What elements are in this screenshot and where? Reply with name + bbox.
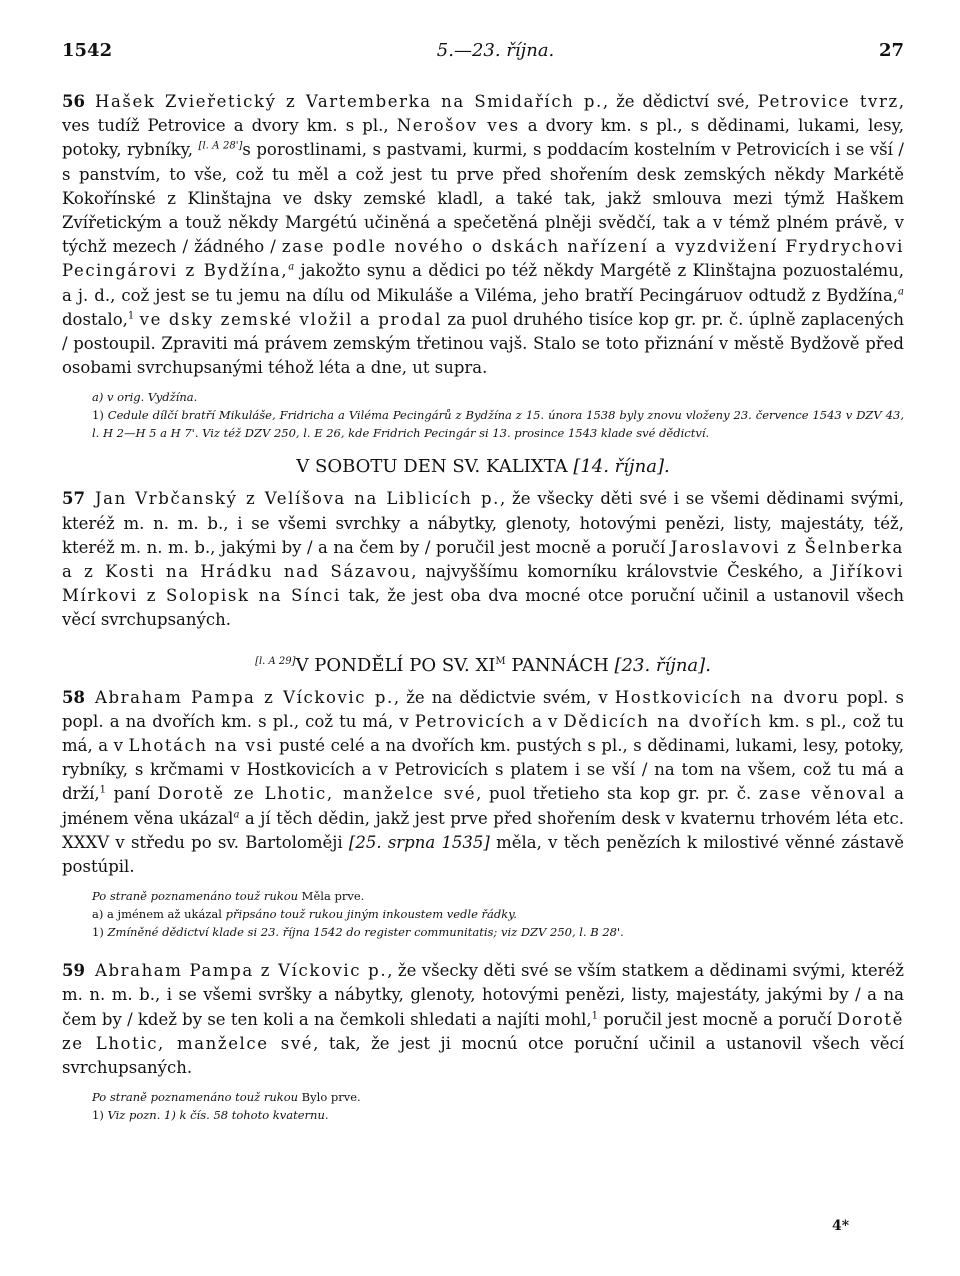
- entry-text: , ves tudíž Petrovice a dvory km. s pl.,: [62, 92, 904, 136]
- note-59-margin: [92, 1088, 904, 1106]
- note-58-margin: [92, 887, 904, 905]
- header-date: 5.—23. října.: [436, 40, 555, 61]
- entry-text: , že na dědictvie svém, v: [393, 687, 615, 707]
- entry-text-spaced: zase podle nového o dskách nařízení a vyzdvižení Frydrychovi Pecingárovi z Bydžína,: [62, 237, 904, 281]
- entry-text: a jménem věna ukázal: [62, 784, 904, 828]
- entry-text: , puol třetieho sta kop gr. pr. č.: [476, 784, 759, 804]
- entry-text: popl. s popl. a na dvořích km. s pl., což tu má, v: [62, 687, 904, 731]
- entry-text: s porostlinami, s pastvami, kurmi, s poddacím kostelním v Petrovicích i se vší / s panstvím, to vše, což tu měl a což jest tu prve před shořením desk zemských někdy Markétě Kokořínské z Klinštajna ve dsky zemské kladl, a také tak, jakž smlouva mezi týmž Haškem Zvířetickým a touž někdy Margétú učiněná a spečetěná plněji svědčí, tak a v témž plném právě, v týchž mezech / žádného /: [62, 140, 904, 257]
- entry-person: Jaroslavovi z Šelnberka a z Kosti na Hrádku nad Sázavou: [62, 537, 904, 582]
- entry-58: [62, 686, 904, 880]
- entry-person: Jiříkovi Mírkovi z Solopisk na Sínci: [62, 562, 904, 606]
- section-heading-kalixta: [62, 456, 904, 477]
- footnote-marker: 1: [591, 1010, 599, 1022]
- entry-person: Dorotě ze Lhotic, manželce své: [62, 1009, 904, 1053]
- entry-text: km. s pl., což tu má, a v: [62, 711, 904, 756]
- entry-59: [62, 959, 904, 1080]
- footnote-text: Viz pozn. 1) k čís. 58 tohoto kvaternu.: [107, 1108, 329, 1123]
- entry-text: , že všecky děti své se vším statkem a dědinami svými, kteréž m. n. m. b., i se všemi svršky a nábytky, glenoty, hotovými penězi, listy, majestáty, jakými by / a na čem by / kdež by se ten koli a na čemkoli shledati a najíti mohl,: [62, 961, 904, 1029]
- entry-person: Dorotě ze Lhotic, manželce své: [157, 784, 477, 804]
- entry-text: a v: [525, 711, 564, 731]
- note-56-a: a) v orig. Vydžína.: [92, 390, 198, 405]
- folio-reference: [l. A 28']: [198, 140, 243, 152]
- footnote-marker: 1: [99, 784, 107, 796]
- entry-text-spaced: zase věnoval: [758, 784, 887, 804]
- footnote-number: 1): [92, 1108, 108, 1123]
- signature-mark: 4*: [832, 1218, 850, 1234]
- entry-text: měla, v těch penězích k milostivé věnné zástavě postúpil.: [62, 832, 904, 877]
- note-text: a) a jménem až ukázal: [92, 907, 226, 922]
- heading-text: V SOBOTU DEN SV. KALIXTA: [296, 456, 574, 478]
- entry-person: Hašek Zvieřetický z Vartemberka na Smidařích p.: [94, 92, 603, 111]
- entry-number: 59: [62, 961, 85, 981]
- footnote-text: Cedule dílčí bratří Mikuláše, Fridricha a Viléma Pecingárů z Bydžína z 15. února 1538 byly znovu vloženy 23. července 1543 v DZV 43, l. H 2—H 5 a H 7'. Viz též DZV 250, l. E 26, kde Fridrich Pecingár si 13. prosince 1543 klade své dědictví.: [92, 408, 904, 441]
- note-marker: a: [898, 286, 904, 298]
- entry-place: Petrovicích: [414, 711, 526, 731]
- entry-text: poručil jest mocně a poručí: [598, 1009, 837, 1029]
- entry-place: Petrovice tvrz: [757, 92, 899, 111]
- entry-text: za puol druhého tisíce kop gr. pr. č. úplně zaplacených / postoupil. Zpraviti má právem zemským třetinou vajš. Stalo se toto přiznání v městě Bydžově před osobami svrchupsanými téhož léta a dne, ut supra.: [62, 309, 905, 378]
- heading-text: PANNÁCH: [505, 654, 615, 676]
- heading-date: [23. října].: [614, 654, 711, 676]
- note-marker: a: [288, 261, 295, 273]
- entry-text: , že všecky děti své i se všemi dědinami svými, kteréž m. n. m. b., i se všemi svrchky a nábytky, glenoty, hotovými penězi, listy, majestáty, též, kteréž m. n. m. b., jakými by / a na čem by / poručil jest mocně a poručí: [62, 489, 904, 557]
- note-59-footnote: [92, 1106, 904, 1124]
- section-heading-xi-pannach: [62, 655, 904, 676]
- heading-text: V PONDĚLÍ PO SV. XI: [295, 654, 496, 676]
- footnote-marker: 1: [127, 310, 135, 322]
- note-text: Bylo prve.: [298, 1090, 361, 1105]
- entry-date: [25. srpna 1535]: [348, 832, 490, 852]
- note-italic: Po straně poznamenáno touž rukou: [92, 889, 299, 904]
- entry-place: Lhotách na vsi: [128, 736, 274, 756]
- document-page: [62, 40, 904, 1124]
- header-year: 1542: [62, 40, 113, 61]
- entry-person: Abraham Pampa z Víckovic p.: [94, 961, 388, 981]
- note-marker: a: [233, 809, 240, 821]
- entry-text: jakožto synu a dědici po též někdy Margétě z Klinštajna pozuostalému, a j. d., což jest se tu jemu na dílu od Mikuláše a Viléma, jeho bratří Pecingáruov odtudž z Bydžína,: [62, 261, 904, 305]
- note-58-a: [92, 905, 904, 923]
- running-header: [62, 40, 904, 70]
- entry-text: paní: [106, 784, 158, 804]
- entry-text: , najvyššímu komorníku královstvie Českého, a: [411, 562, 832, 582]
- entry-text: tak, že jest oba dva mocné otce poruční učinil a ustanovil všech věcí svrchupsaných.: [62, 586, 904, 630]
- note-text: Měla prve.: [298, 889, 365, 904]
- entry-text: , tak, že jest ji mocnú otce poruční učinil a ustanovil všech věcí svrchupsaných.: [62, 1033, 904, 1078]
- entry-place: Nerošov ves: [396, 116, 520, 136]
- footnote-number: 1): [92, 408, 108, 423]
- entry-number: 56: [62, 92, 85, 111]
- note-italic: připsáno touž rukou jiným inkoustem vedle řádky.: [225, 907, 517, 922]
- footnote-text: Zmíněné dědictví klade si 23. října 1542 do register communitatis; viz DZV 250, l. B 28'.: [107, 925, 624, 940]
- heading-superscript: M: [495, 655, 506, 667]
- note-italic: Po straně poznamenáno touž rukou: [92, 1090, 299, 1105]
- entry-place: Hostkovicích na dvoru: [614, 687, 840, 707]
- entry-text: a dvory km. s pl., s dědinami, lukami, lesy, potoky, rybníky,: [62, 116, 904, 160]
- entry-person: Abraham Pampa z Víckovic p.: [94, 687, 394, 707]
- entry-57: [62, 487, 904, 632]
- heading-date: [14. října].: [573, 456, 670, 478]
- entry-text: a jí těch dědin, jakž jest prve před shořením desk v kvaternu trhovém léta etc. XXXV v středu po sv. Bartoloměji: [62, 808, 904, 852]
- entry-text: , že dědictví své,: [602, 92, 758, 111]
- entry-56: [62, 90, 904, 380]
- footnote-number: 1): [92, 925, 108, 940]
- entry-place: Dědicích na dvořích: [563, 711, 763, 731]
- entry-number: 57: [62, 489, 85, 509]
- note-56-footnote: [92, 406, 904, 442]
- entry-text-spaced: ve dsky zemské vložil a prodal: [139, 309, 442, 329]
- entry-person: Jan Vrbčanský z Velíšova na Liblicích p.: [94, 489, 500, 509]
- entry-text: pusté celé a na dvořích km. pustých s pl., s dědinami, lukami, lesy, potoky, rybníky, s krčmami v Hostkovicích a v Petrovicích s platem i se vší / na tom na všem, což tu má a drží,: [62, 736, 904, 804]
- page-number: 27: [878, 40, 904, 61]
- entry-number: 58: [62, 687, 85, 707]
- folio-reference: [l. A 29]: [255, 655, 296, 667]
- entry-text: dostalo,: [62, 309, 128, 329]
- note-58-footnote: [92, 923, 904, 941]
